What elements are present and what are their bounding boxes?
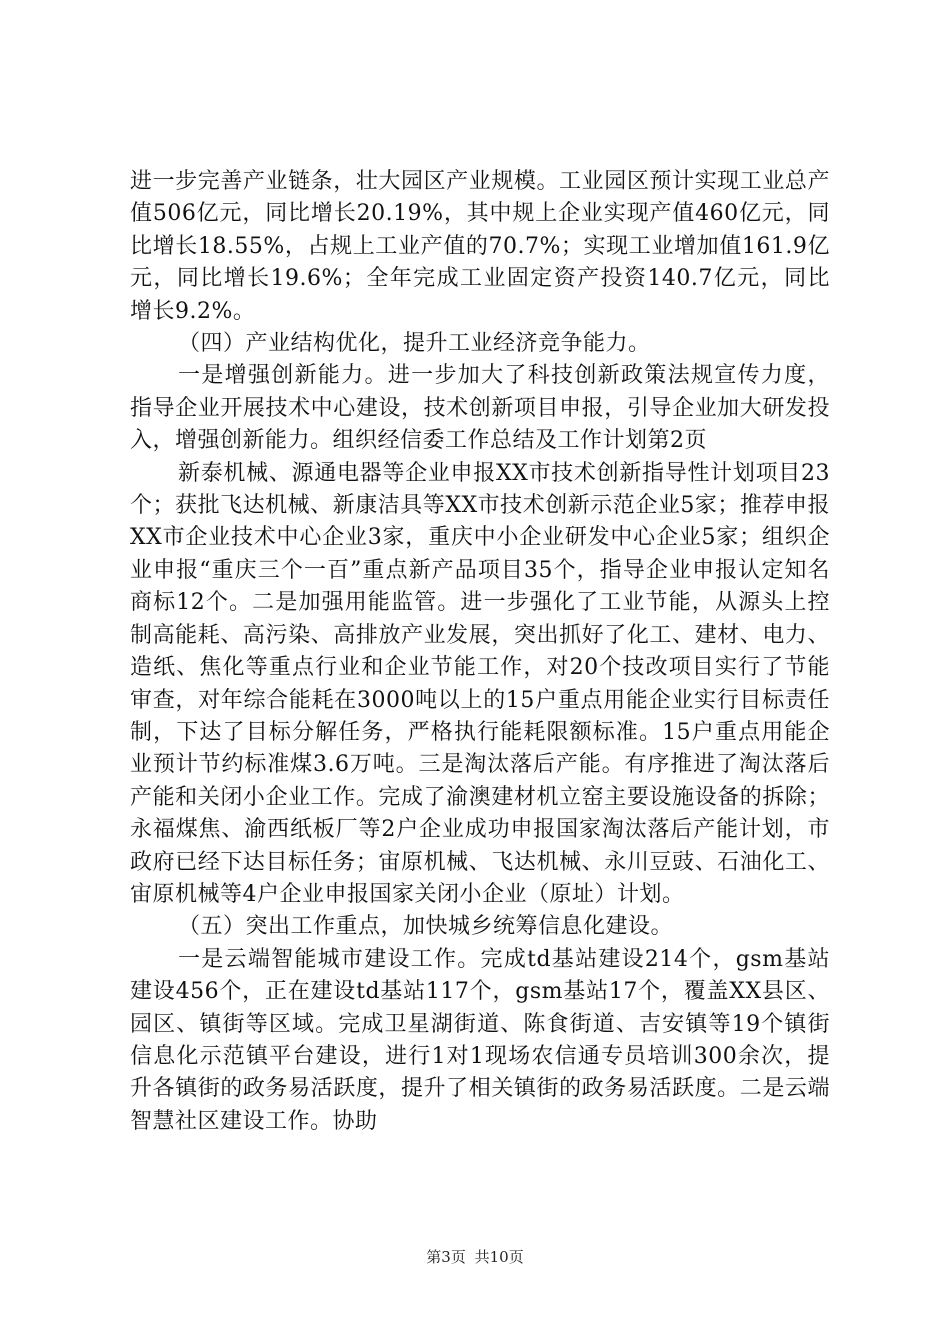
page-total: 共10页 <box>474 1248 524 1266</box>
section-heading-5: （五）突出工作重点，加快城乡统筹信息化建设。 <box>178 914 674 940</box>
page-footer <box>0 1246 950 1267</box>
paragraph-4: 新泰机械、源通电器等企业申报XX市技术创新指导性计划项目23个；获批飞达机械、新康洁具等XX市技术创新示范企业5家；推荐申报XX市企业技术中心企业3家，重庆中小企业研发中心企业5家；组织企业申报“重庆三个一百”重点新产品项目35个，指导企业申报认定知名商标12个。二是加强用能监管。进一步强化了工业节能，从源头上控制高能耗、高污染、高排放产业发展，突出抓好了化工、建材、电力、造纸、焦化等重点行业和企业节能工作，对20个技改项目实行了节能审查，对年综合能耗在3000吨以上的15户重点用能企业实行目标责任制，下达了目标分解任务，严格执行能耗限额标准。15户重点用能企业预计节约标准煤3.6万吨。三是淘汰落后产能。有序推进了淘汰落后产能和关闭小企业工作。完成了渝澳建材机立窑主要设施设备的拆除；永福煤焦、渝西纸板厂等2户企业成功申报国家淘汰落后产能计划，市政府已经下达目标任务；宙原机械、飞达机械、永川豆豉、石油化工、宙原机械等4户企业申报国家关闭小企业（原址）计划。 <box>130 460 830 907</box>
paragraph-1: 进一步完善产业链条，壮大园区产业规模。工业园区预计实现工业总产值506亿元，同比增长20.19%，其中规上企业实现产值460亿元，同比增长18.55%，占规上工业产值的70.7%；实现工业增加值161.9亿元，同比增长19.6%；全年完成工业固定资产投资140.7亿元，同比增长9.2%。 <box>130 169 830 324</box>
paragraph-6: 一是云端智能城市建设工作。完成td基站建设214个，gsm基站建设456个，正在建设td基站117个，gsm基站17个，覆盖XX县区、园区、镇街等区域。完成卫星湖街道、陈食街道、吉安镇等19个镇街信息化示范镇平台建设，进行1对1现场农信通专员培训300余次，提升各镇街的政务易活跃度，提升了相关镇街的政务易活跃度。二是云端智慧社区建设工作。协助 <box>130 946 830 1134</box>
section-heading-4: （四）产业结构优化，提升工业经济竞争能力。 <box>178 331 651 357</box>
page-number: 第3页 <box>426 1248 466 1266</box>
paragraph-3: 一是增强创新能力。进一步加大了科技创新政策法规宣传力度，指导企业开展技术中心建设，技术创新项目申报，引导企业加大研发投入，增强创新能力。组织经信委工作总结及工作计划第2页 <box>130 363 830 454</box>
document-body <box>130 166 830 1138</box>
